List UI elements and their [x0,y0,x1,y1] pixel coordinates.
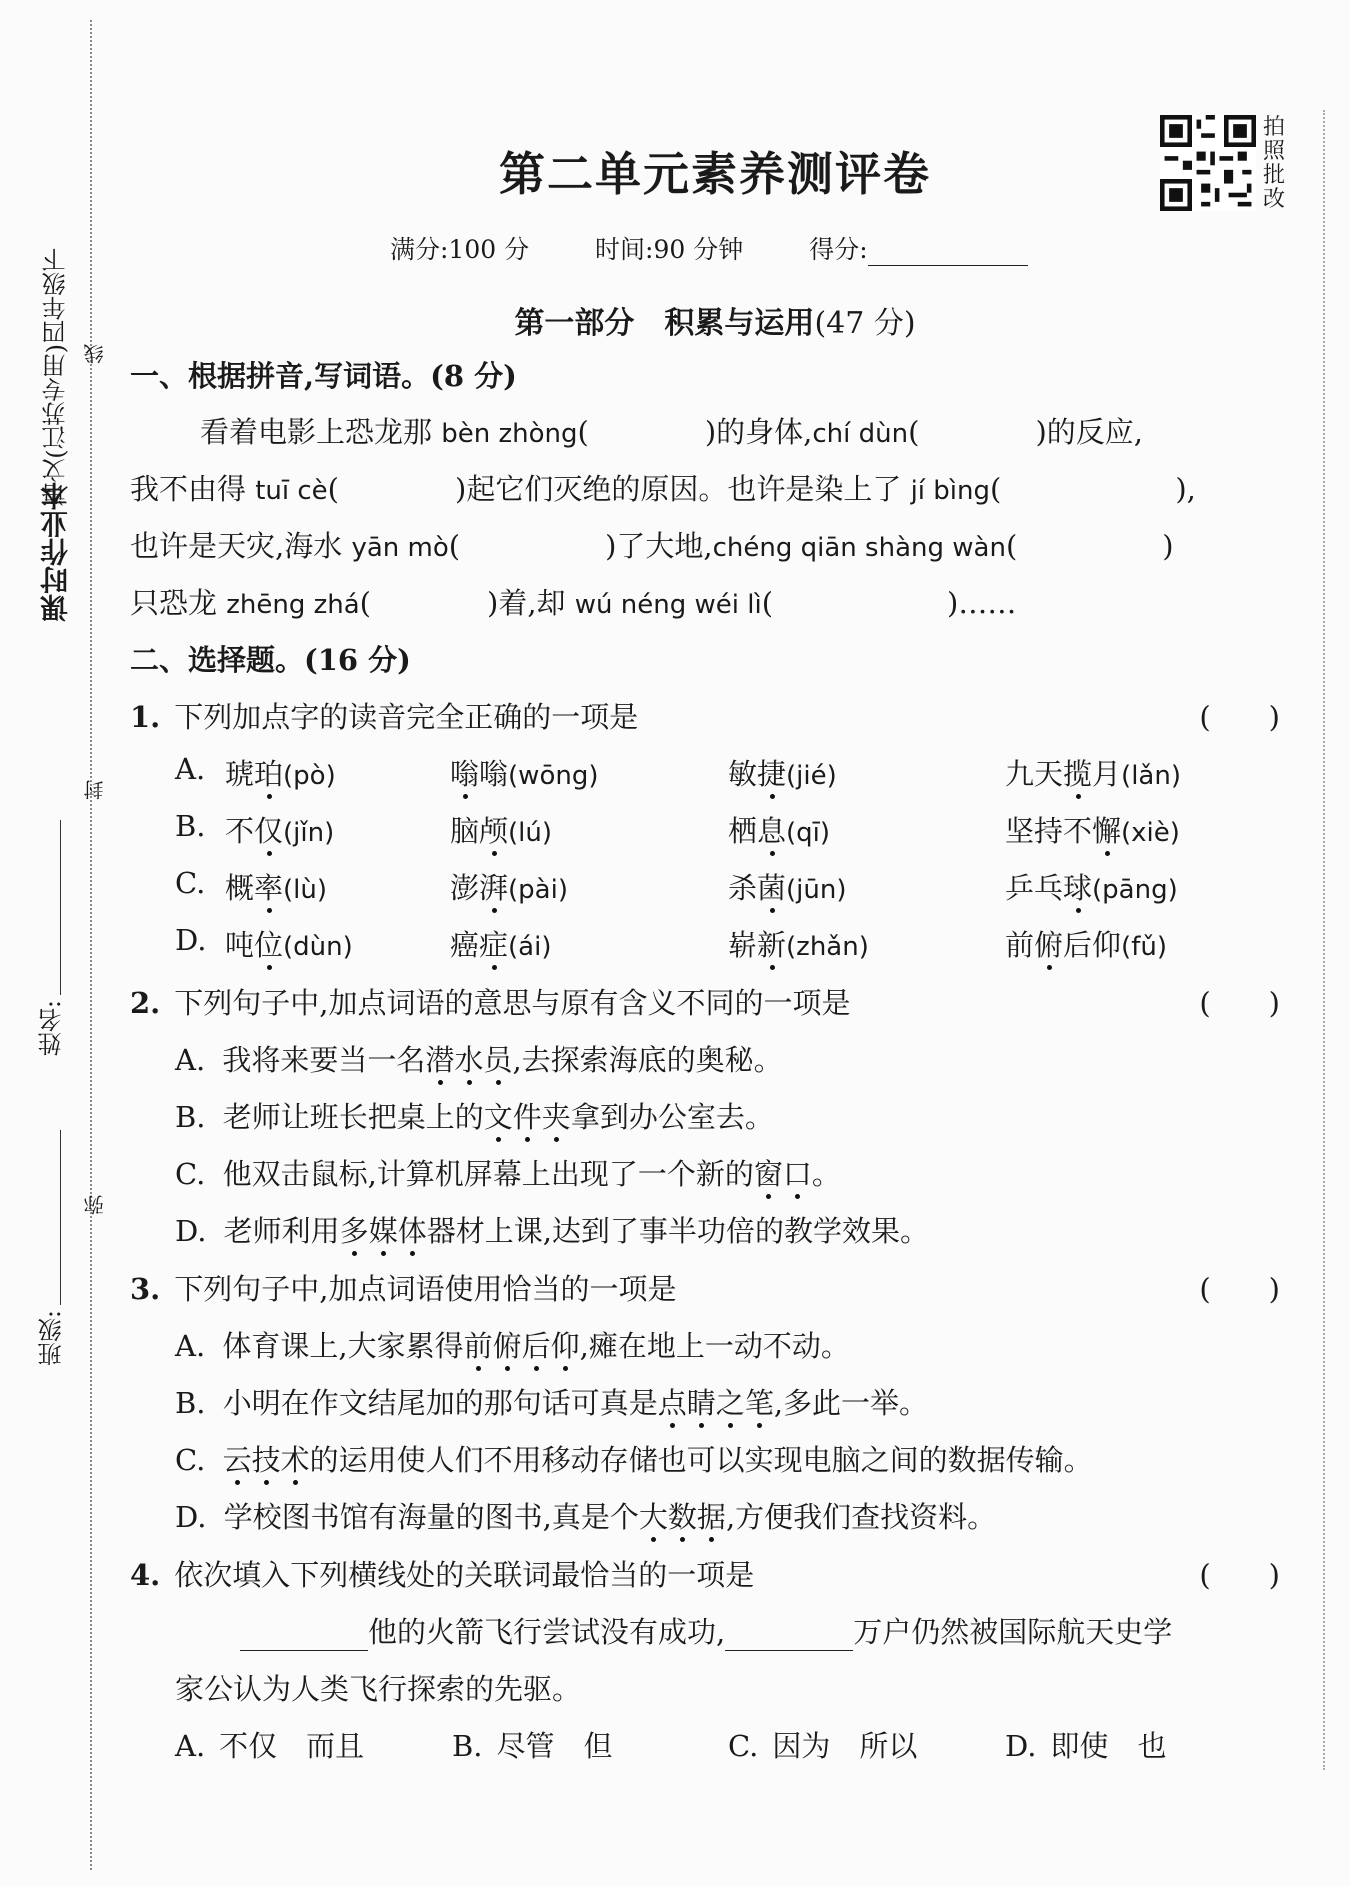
option-item[interactable] [175,1724,364,1765]
sentence-text: ( [761,586,774,620]
option-text: 体育课上,大家累得 [222,1329,464,1363]
pinyin-reading: (lǎn) [1121,761,1181,791]
option-label: A. [175,1329,215,1363]
option-item[interactable] [225,866,327,907]
option-item[interactable] [1005,752,1181,793]
qr-label: 拍 照 批 改 [1262,115,1285,212]
right-margin-dots [1323,110,1325,1770]
sentence-text: )的身体, [704,415,813,449]
dotted-char: 睛 [686,1386,716,1420]
pinyin-text: chí dùn [812,419,909,449]
dotted-char: 数 [667,1500,697,1534]
sentence-text: )着,却 [487,586,575,620]
option-text: ,多此一举。 [773,1386,929,1420]
option-text: 器材上课,达到了事半功倍的教学效果。 [426,1214,929,1248]
option-item[interactable] [728,866,847,907]
q1-answer-box[interactable]: ( ) [1199,700,1280,734]
sentence-text: )…… [947,586,1017,620]
pinyin-reading: (pò) [283,761,336,791]
word-text: 乒乓 [1005,871,1064,905]
option-item[interactable] [1005,866,1178,907]
option-label: B. [452,1729,483,1763]
option-text: 我将来要当一名 [222,1043,426,1077]
pinyin-line [200,410,1143,451]
pinyin-reading: (xiè) [1121,818,1180,848]
option-item[interactable] [225,752,336,793]
pinyin-reading: (jié) [786,761,837,791]
sentence-text: ( [448,529,461,563]
pinyin-text: bèn zhòng [441,419,578,449]
word-text: 月 [1092,757,1122,791]
dotted-char: 位 [254,928,284,962]
dotted-char: 据 [696,1500,726,1534]
pinyin-reading: (jūn) [786,875,847,905]
sentence-text: 只恐龙 [130,586,227,620]
option-label: D. [175,923,207,957]
pinyin-reading: (zhǎn) [786,932,869,962]
q3-stem: 3. 下列句子中,加点词语使用恰当的一项是 [130,1272,677,1306]
option-item[interactable] [450,752,598,793]
dotted-char: 口 [782,1157,812,1191]
seal-feng: 封 [83,780,107,800]
option-item[interactable] [225,923,353,964]
sentence-text: )起它们灭绝的原因。也许是染上了 [455,472,911,506]
dotted-char: 颅 [479,814,509,848]
pinyin-text: wú néng wéi lì [574,590,762,620]
name-input-line[interactable] [60,820,61,995]
option-text: 。 [811,1157,841,1191]
dotted-char: 率 [254,871,284,905]
q1-stem: 1. 下列加点字的读音完全正确的一项是 [130,700,639,734]
dotted-char: 文 [483,1100,513,1134]
answer-blank[interactable] [919,415,1035,449]
dotted-char: 技 [251,1443,281,1477]
sentence-text: )的反应, [1035,415,1143,449]
option-item[interactable] [1005,923,1167,964]
q4-blank-1[interactable] [240,1624,368,1651]
option-text: ,方便我们查找资料。 [725,1500,997,1534]
sentence-text: ( [989,472,1002,506]
pinyin-reading: (qī) [786,818,831,848]
full-score: 满分:100 分 [390,235,530,264]
option-label: A. [175,752,206,786]
option-text: 小明在作文结尾加的那句话可真是 [222,1386,658,1420]
dotted-char: 湃 [479,871,509,905]
dotted-char: 后 [521,1329,551,1363]
option-item[interactable] [450,809,552,850]
option-text: 不仅 而且 [219,1729,365,1763]
word-text: 嗡 [479,757,509,791]
dotted-char: 揽 [1063,757,1093,791]
q2-answer-box[interactable]: ( ) [1199,986,1280,1020]
option-item[interactable] [225,809,334,850]
dotted-char: 水 [454,1043,484,1077]
section1-heading: 一、根据拼音,写词语。(8 分) [130,359,517,393]
word-text: 癌 [450,928,480,962]
section2-heading: 二、选择题。(16 分) [130,643,411,677]
option-label: C. [175,1443,215,1477]
option-row[interactable] [175,1152,841,1193]
pinyin-text: zhēng zhá [226,590,360,620]
side-class-label: 班级: [38,1310,66,1367]
dotted-char: 症 [479,928,509,962]
word-text: 九天 [1005,757,1064,791]
option-item[interactable] [450,923,551,964]
score-blank[interactable] [868,243,1028,266]
q2-stem: 2. 下列句子中,加点词语的意思与原有含义不同的一项是 [130,986,851,1020]
answer-blank[interactable] [371,586,487,620]
option-label: B. [175,1386,215,1420]
sentence-text: ( [1005,529,1018,563]
dotted-char: 新 [757,928,787,962]
seal-mi: 弥 [83,1195,107,1215]
seal-xian: 线 [83,344,107,364]
dotted-char: 夹 [541,1100,571,1134]
dotted-char: 菌 [757,871,787,905]
pinyin-text: yān mò [351,533,449,563]
dotted-char: 俯 [1034,928,1064,962]
option-item[interactable] [728,1724,917,1765]
pinyin-line [130,524,1174,565]
word-text: 崭 [728,928,758,962]
answer-blank[interactable] [1001,472,1175,506]
word-text: 栖 [728,814,758,848]
option-item[interactable] [728,809,830,850]
option-text: 老师利用 [223,1214,340,1248]
option-row[interactable] [175,1324,850,1365]
sentence-text: )了大地, [605,529,713,563]
word-text: 不 [225,814,255,848]
pinyin-reading: (dùn) [283,932,353,962]
option-text: 因为 所以 [772,1729,918,1763]
dotted-char: 体 [397,1214,427,1248]
dotted-char: 潜 [425,1043,455,1077]
option-label: B. [175,1100,215,1134]
side-subject: 语文(江苏专用)四年级下 [42,248,70,507]
dotted-char: 件 [512,1100,542,1134]
sentence-text: ( [327,472,339,506]
time-limit: 时间:90 分钟 [595,235,744,264]
dotted-char: 球 [1063,871,1093,905]
word-text: 澎 [450,871,480,905]
word-text: 琥 [225,757,255,791]
answer-blank[interactable] [773,586,947,620]
pinyin-text: chéng qiān shàng wàn [712,533,1006,563]
dotted-char: 息 [757,814,787,848]
pinyin-text: tuī cè [255,476,328,506]
sentence-text: 也许是天灾,海水 [130,529,352,563]
dotted-char: 多 [339,1214,369,1248]
score-label: 得分: [809,235,868,264]
dotted-char: 云 [222,1443,252,1477]
option-item[interactable] [452,1724,613,1765]
dotted-char: 媒 [368,1214,398,1248]
pinyin-reading: (lú) [508,818,553,848]
answer-blank[interactable] [460,529,605,563]
option-label: D. [175,1214,216,1248]
option-text: ,去探索海底的奥秘。 [512,1043,783,1077]
dotted-char: 大 [638,1500,668,1534]
option-text: 尽管 但 [496,1729,613,1763]
pinyin-reading: (fǔ) [1121,932,1167,962]
option-label: A. [175,1729,206,1763]
word-text: 杀 [728,871,758,905]
option-item[interactable] [1005,809,1180,850]
option-item[interactable] [728,923,869,964]
option-row[interactable] [175,1438,1093,1479]
option-label: D. [1005,1729,1037,1763]
option-row[interactable] [175,1495,996,1536]
pinyin-line [130,581,1016,622]
class-input-line[interactable] [60,1130,61,1305]
sentence-text: ), [1175,472,1196,506]
option-text: 的运用使人们不用移动存储也可以实现电脑之间的数据传输。 [309,1443,1093,1477]
option-label: A. [175,1043,215,1077]
sentence-text: ( [577,415,589,449]
pinyin-reading: (pài) [508,875,568,905]
option-text: 即使 也 [1050,1729,1167,1763]
dotted-char: 窗 [753,1157,783,1191]
option-label: B. [175,809,206,843]
side-name-label: 姓名: [38,1000,66,1057]
dotted-char: 仰 [550,1329,580,1363]
dotted-char: 前 [463,1329,493,1363]
q4-blank-2[interactable] [725,1624,853,1651]
pinyin-reading: (pāng) [1092,875,1178,905]
option-row[interactable] [175,1095,774,1136]
pinyin-reading: (lù) [283,875,328,905]
q4-stem: 4. 依次填入下列横线处的关联词最恰当的一项是 [130,1558,755,1592]
q4-sentence-line2: 家公认为人类飞行探索的先驱。 [175,1672,582,1706]
dotted-char: 嗡 [450,757,480,791]
exam-meta [390,230,1086,266]
option-text: 拿到办公室去。 [570,1100,774,1134]
answer-blank[interactable] [339,472,455,506]
sentence-text: ) [1162,529,1174,563]
dotted-char: 捷 [757,757,787,791]
option-row[interactable] [175,1038,783,1079]
dotted-char: 俯 [492,1329,522,1363]
option-label: C. [728,1729,759,1763]
pinyin-reading: (ái) [508,932,552,962]
answer-blank[interactable] [589,415,705,449]
option-text: 老师让班长把桌上的 [222,1100,484,1134]
word-text: 脑 [450,814,480,848]
word-text: 吨 [225,928,255,962]
option-item[interactable] [1005,1724,1166,1765]
q4-sentence-line1: 他的火箭飞行尝试没有成功, 万户仍然被国际航天史学 [240,1610,1172,1651]
dotted-char: 之 [715,1386,745,1420]
option-item[interactable] [728,752,837,793]
word-text: 敏 [728,757,758,791]
dotted-char: 珀 [254,757,284,791]
page-title: 第二单元素养测评卷 [499,147,931,201]
sentence-text: ( [908,415,920,449]
word-text: 前 [1005,928,1035,962]
word-text: 后仰 [1063,928,1122,962]
pinyin-text: jí bìng [910,476,990,506]
sentence-text: 看着电影上恐龙那 [200,415,442,449]
part-one-heading: 第一部分 积累与运用(47 分) [514,306,916,341]
word-text: 坚持不 [1005,814,1093,848]
pinyin-reading: (jǐn) [283,818,335,848]
option-row[interactable] [175,1381,928,1422]
dotted-char: 笔 [744,1386,774,1420]
option-text: 他双击鼠标,计算机屏幕上出现了一个新的 [222,1157,754,1191]
q3-answer-box[interactable]: ( ) [1199,1272,1280,1306]
sentence-text: ( [359,586,371,620]
option-item[interactable] [450,866,568,907]
dotted-char: 懈 [1092,814,1122,848]
dotted-char: 员 [483,1043,513,1077]
side-book-name: 课时作业本 [39,482,72,622]
option-row[interactable] [175,1209,929,1250]
option-label: C. [175,866,206,900]
option-label: C. [175,1157,215,1191]
q4-answer-box[interactable]: ( ) [1199,1558,1280,1592]
sentence-text: 我不由得 [130,472,256,506]
option-label: D. [175,1500,216,1534]
dotted-char: 术 [280,1443,310,1477]
option-text: 学校图书馆有海量的图书,真是个 [223,1500,639,1534]
word-text: 概 [225,871,255,905]
dotted-char: 仅 [254,814,284,848]
pinyin-line [130,467,1196,508]
option-text: ,瘫在地上一动不动。 [579,1329,850,1363]
answer-blank[interactable] [1017,529,1162,563]
dotted-char: 点 [657,1386,687,1420]
pinyin-reading: (wōng) [508,761,599,791]
